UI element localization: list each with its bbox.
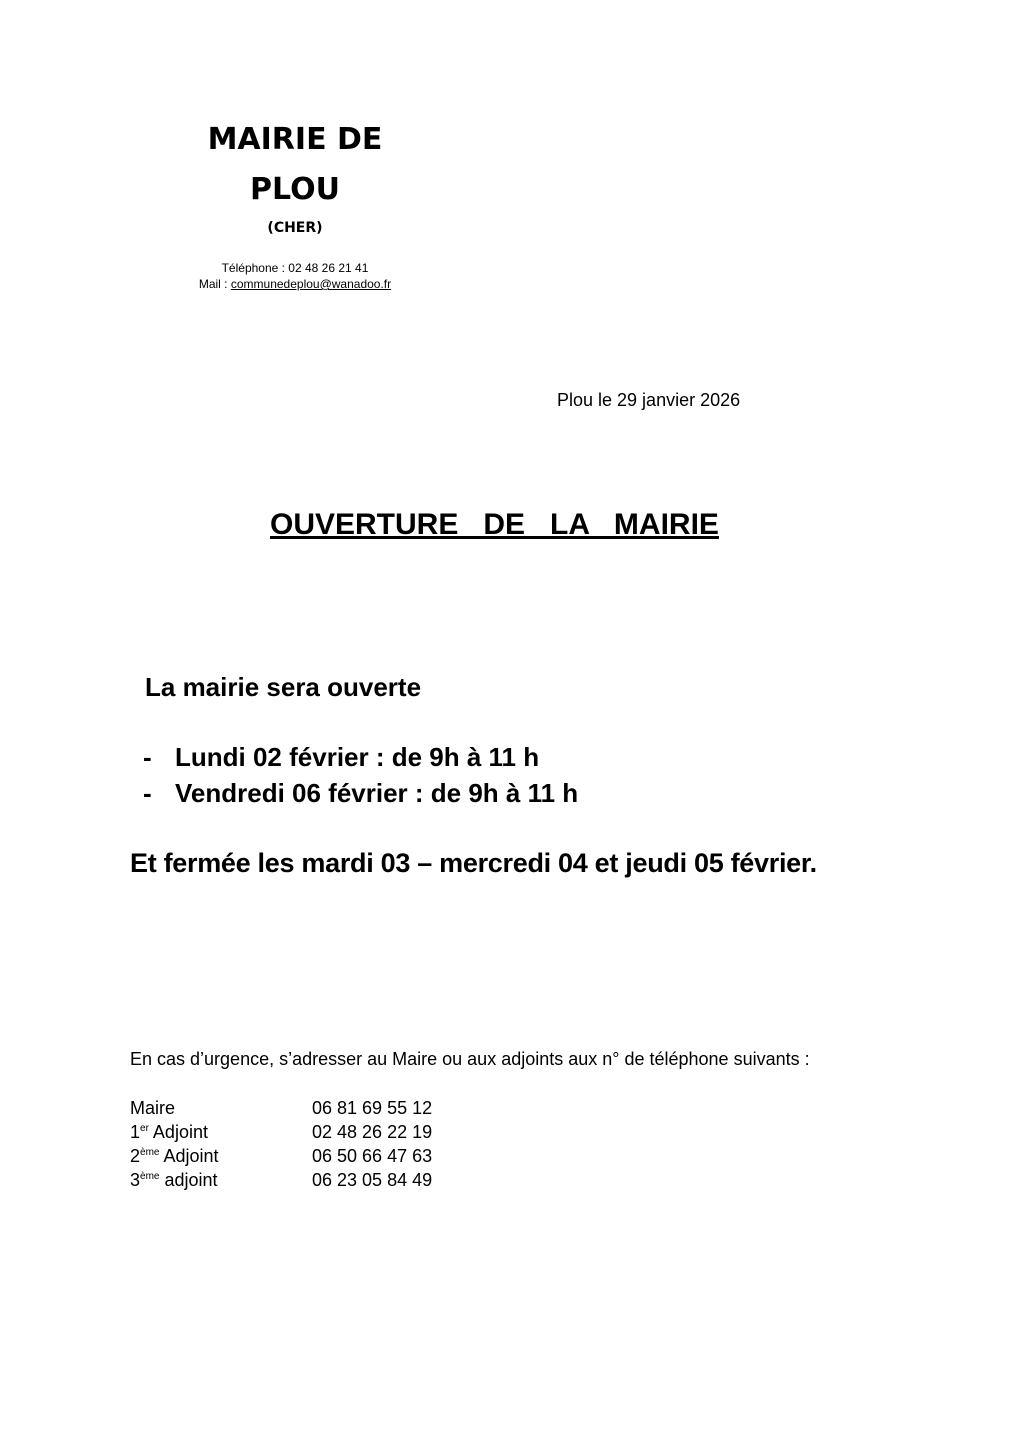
mail-line <box>145 277 445 291</box>
mail-link[interactable]: communedeplou@wanadoo.fr <box>230 277 392 291</box>
department: (CHER) <box>267 220 323 236</box>
role-label: Adjoint <box>159 1146 219 1166</box>
role-num: 2 <box>130 1146 141 1166</box>
bullet: - <box>143 778 152 808</box>
contact-role <box>130 1170 218 1191</box>
role-num: 3 <box>130 1170 141 1190</box>
contact-role <box>130 1098 175 1119</box>
mairie-title-line2: PLOU <box>250 172 340 207</box>
role-sup: ème <box>140 1171 160 1182</box>
emergency-notice: En cas d’urgence, s’adresser au Maire ou aux adjoints aux n° de téléphone suivants : <box>130 1049 810 1069</box>
intro: La mairie sera ouverte <box>145 672 422 702</box>
contact-phone: 06 50 66 47 63 <box>312 1146 433 1166</box>
schedule-text: Vendredi 06 février : de 9h à 11 h <box>175 778 579 808</box>
contact-role <box>130 1122 208 1143</box>
role-sup: ème <box>140 1147 160 1158</box>
contact-phone: 06 81 69 55 12 <box>312 1098 433 1118</box>
closed-notice: Et fermée les mardi 03 – mercredi 04 et jeudi 05 février. <box>130 848 817 878</box>
schedule-item <box>143 742 539 773</box>
role-label: adjoint <box>159 1170 218 1190</box>
role-sup: er <box>140 1123 149 1134</box>
mail-label: Mail : <box>198 277 231 291</box>
bullet: - <box>143 742 152 772</box>
role-label: Maire <box>130 1098 176 1118</box>
schedule-text: Lundi 02 février : de 9h à 11 h <box>175 742 540 772</box>
schedule-item <box>143 778 578 809</box>
mairie-title-line1: MAIRIE DE <box>207 122 383 157</box>
contact-phone: 02 48 26 22 19 <box>312 1122 433 1142</box>
phone-line: Téléphone : 02 48 26 21 41 <box>221 261 369 275</box>
contact-role <box>130 1146 219 1167</box>
role-label: Adjoint <box>148 1122 208 1142</box>
role-num: 1 <box>130 1122 141 1142</box>
contact-phone: 06 23 05 84 49 <box>312 1170 433 1190</box>
date: Plou le 29 janvier 2026 <box>557 390 741 410</box>
page-title: OUVERTURE DE LA MAIRIE <box>270 508 719 541</box>
